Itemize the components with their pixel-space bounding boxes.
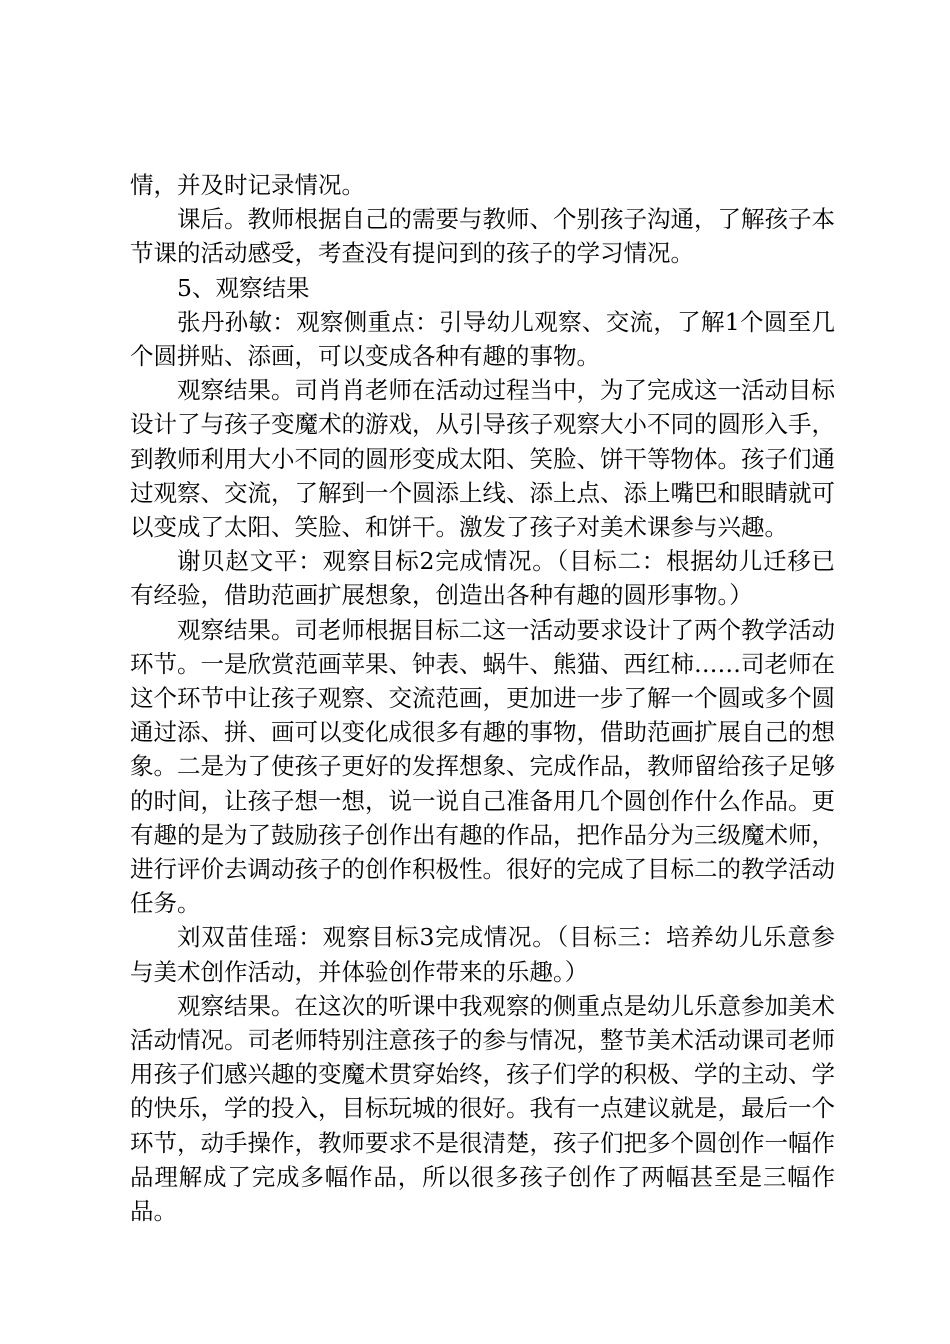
paragraph-observer-2-result: 观察结果。司老师根据目标二这一活动要求设计了两个教学活动环节。一是欣赏范画苹果、钟表、蜗牛、熊猫、西红柿……司老师在这个环节中让孩子观察、交流范画，更加进一步了解一个圆或多个圆通过添、拼、画可以变化成很多有趣的事物，借助范画扩展自己的想象。二是为了使孩子更好的发挥想象、完成作品，教师留给孩子足够的时间，让孩子想一想，说一说自己准备用几个圆创作什么作品。更有趣的是为了鼓励孩子创作出有趣的作品，把作品分为三级魔术师，进行评价去调动孩子的创作积极性。很好的完成了目标二的教学活动任务。 — [130, 615, 835, 918]
section-heading-observation-results: 5、观察结果 — [177, 273, 310, 302]
paragraph-after-class: 课后。教师根据自己的需要与教师、个别孩子沟通，了解孩子本节课的活动感受，考查没有提问到的孩子的学习情况。 — [130, 205, 835, 268]
document-body — [130, 168, 835, 1228]
paragraph-observer-2-goal: 谢贝赵文平：观察目标2完成情况。（目标二：根据幼儿迁移已有经验，借助范画扩展想象，创造出各种有趣的圆形事物。） — [130, 547, 835, 610]
paragraph-observer-1-result: 观察结果。司肖肖老师在活动过程当中，为了完成这一活动目标设计了与孩子变魔术的游戏，从引导孩子观察大小不同的圆形入手，到教师利用大小不同的圆形变成太阳、笑脸、饼干等物体。孩子们通过观察、交流，了解到一个圆添上线、添上点、添上嘴巴和眼睛就可以变成了太阳、笑脸、和饼干。激发了孩子对美术课参与兴趣。 — [130, 376, 835, 542]
paragraph-observer-1-focus: 张丹孙敏：观察侧重点：引导幼儿观察、交流，了解1个圆至几个圆拼贴、添画，可以变成各种有趣的事物。 — [130, 307, 835, 371]
paragraph-observer-3-goal: 刘双苗佳瑶：观察目标3完成情况。（目标三：培养幼儿乐意参与美术创作活动，并体验创作带来的乐趣。） — [130, 923, 835, 986]
paragraph-observer-3-result: 观察结果。在这次的听课中我观察的侧重点是幼儿乐意参加美术活动情况。司老师特别注意孩子的参与情况，整节美术活动课司老师用孩子们感兴趣的变魔术贯穿始终，孩子们学的积极、学的主动、学的快乐，学的投入，目标玩城的很好。我有一点建议就是，最后一个环节，动手操作，教师要求不是很清楚，孩子们把多个圆创作一幅作品理解成了完成多幅作品，所以很多孩子创作了两幅甚至是三幅作品。 — [130, 991, 835, 1226]
paragraph-continuation: 情，并及时记录情况。 — [130, 171, 365, 199]
